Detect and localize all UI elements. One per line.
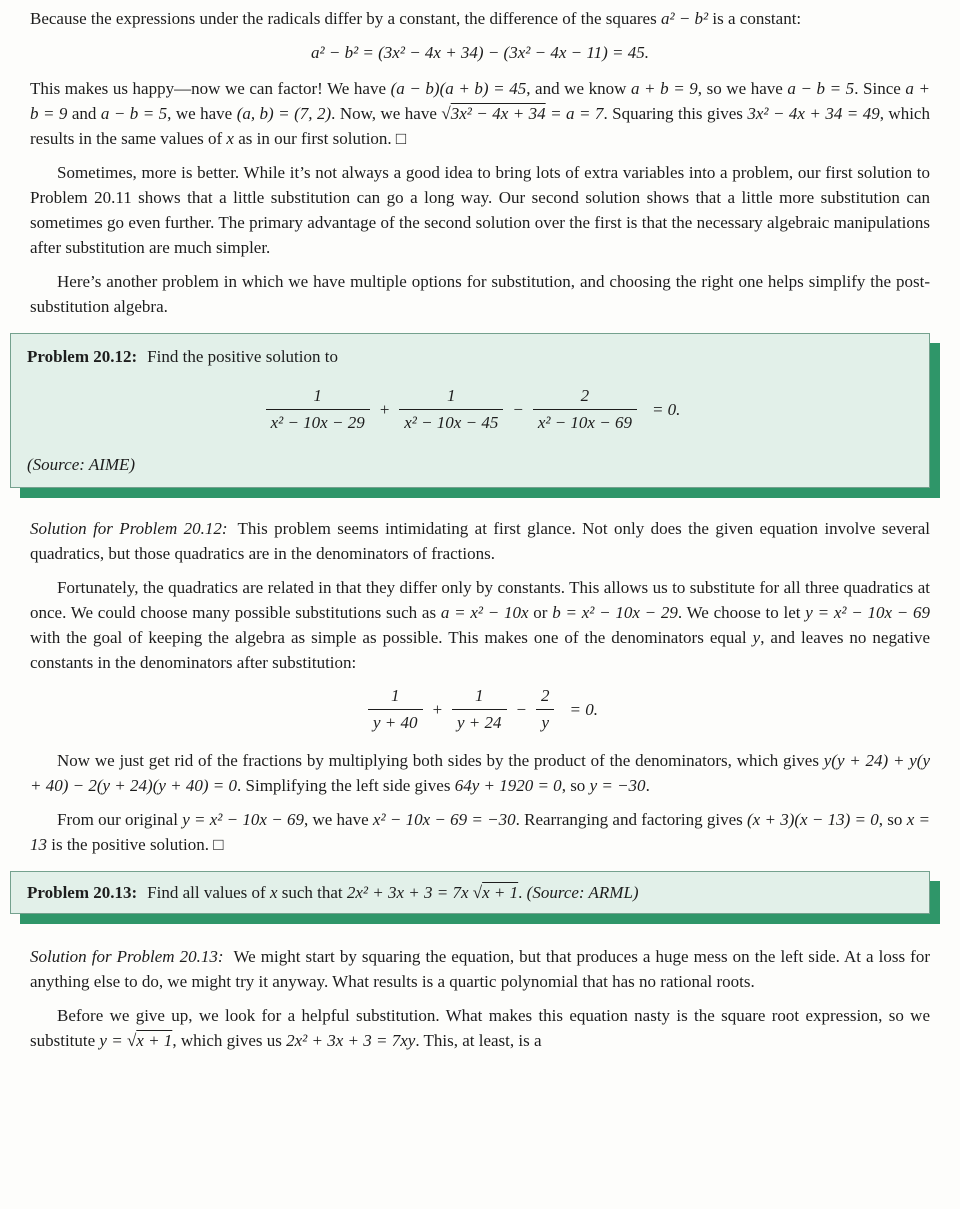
text-segment: such that [277,883,347,902]
paragraph-from-original-y [30,807,930,857]
problem-20-12-label: Problem 20.12: [27,347,138,366]
fraction-1-numerator: 1 [313,386,322,405]
text-segment: Now we just get rid of the fractions by multiplying both sides by the product of the denominators, which gives [57,751,824,770]
text-segment: a + b = 9 [30,79,930,123]
fraction-2-numerator: 1 [447,386,456,405]
text-segment: , we have [303,810,373,829]
text-segment: x = 13 [30,810,930,854]
text-segment: . We choose to let [677,603,806,622]
fraction-2-denominator: x² − 10x − 45 [399,409,503,435]
text-segment: 64y + 1920 = 0 [454,776,562,795]
fraction-y40-denominator: y + 40 [368,709,423,735]
fraction-y-denominator: y [536,709,554,735]
text-segment: . Since [854,79,906,98]
text-segment: Solution for Problem 20.12: [30,519,228,538]
text-segment: y [752,628,761,647]
text-segment: y = x² − 10x − 69 [182,810,304,829]
fraction-y24 [452,684,507,735]
text-segment: y = x² − 10x − 69 [805,603,931,622]
problem-20-12-source: (Source: AIME) [27,455,136,474]
text-segment: , and we know [526,79,631,98]
equation-rhs: = 0. [569,700,598,719]
radical-expression: x + 1 [482,883,519,902]
text-segment: This makes us happy—now we can factor! We have [30,79,391,98]
paragraph-fortunately-substitute [30,575,930,675]
text-segment: Problem 20.13: [27,883,138,902]
radical-expression: 3x² − 4x + 34 [450,104,546,123]
text-segment: Solution for Problem 20.13: [30,947,224,966]
problem-20-12-intro: Find the positive solution to [147,347,338,366]
text-segment: and [67,104,101,123]
text-segment: (a − b)(a + b) = 45 [390,79,527,98]
text-segment: is a constant: [708,9,802,28]
text-segment: , which results in the same values of [30,104,930,148]
text-segment: . Rearranging and factoring gives [515,810,748,829]
fraction-1-denominator: x² − 10x − 29 [266,409,370,435]
text-segment: . This, at least, is a [415,1031,542,1050]
radical-expression: x + 1 [136,1031,173,1050]
minus-operator: − [512,400,524,419]
equation-problem-20-12 [27,384,913,435]
text-segment: Before we give up, we look for a helpful substitution. What makes this equation nasty is the square root expression, so we substitute [30,1006,930,1050]
text-segment: . [645,776,650,795]
text-segment: 3x² − 4x + 34 = 49 [747,104,880,123]
text-segment: , which gives us [172,1031,287,1050]
text-segment: . [518,883,527,902]
fraction-3-denominator: x² − 10x − 69 [533,409,637,435]
fraction-1 [266,384,370,435]
text-segment: Because the expressions under the radicals differ by a constant, the difference of the squares [30,9,661,28]
text-segment: or [528,603,553,622]
text-segment: . Simplifying the left side gives [237,776,455,795]
text-segment: (a, b) = (7, 2) [236,104,332,123]
text-segment: √ [472,883,483,902]
text-segment: . Now, we have [331,104,442,123]
text-segment: , we have [167,104,237,123]
plus-operator: + [378,400,391,419]
problem-20-13-statement [27,880,913,905]
text-segment: with the goal of keeping the algebra as simple as possible. This makes one of the denominators equal [30,628,753,647]
fraction-3-numerator: 2 [580,386,590,405]
text-segment: , so we have [697,79,788,98]
paragraph-solution-20-12-intro [30,516,930,566]
text-segment: From our original [57,810,183,829]
fraction-y40-numerator: 1 [391,686,400,705]
text-segment: a + b = 9 [630,79,698,98]
text-segment: a² − b² [660,9,709,28]
text-segment: is the positive solution. □ [47,835,224,854]
paragraph-radicals-constant [30,6,930,31]
text-segment: x [226,129,234,148]
text-segment: √ [441,104,451,123]
text-segment: a − b = 5 [100,104,168,123]
text-segment: as in our first solution. □ [233,129,407,148]
text-segment: We might start by squaring the equation, but that produces a huge mess on the left side. At a loss for anything else to do, we might try it anyway. What results is a quartic polynomial that has no rational roots. [30,947,930,991]
text-segment: a = x² − 10x [440,603,529,622]
text-segment: y(y + 24) + y(y + 40) − 2(y + 24)(y + 40) = 0 [30,751,931,795]
text-segment: x² − 10x − 69 = −30 [372,810,516,829]
paragraph-solution-20-13-intro [30,944,930,994]
equation-rhs: = 0. [651,400,681,419]
text-segment: = a = 7 [545,104,604,123]
text-segment: x [269,883,278,902]
paragraph-factor-solution [30,76,930,151]
text-segment: b = x² − 10x − 29 [552,603,678,622]
text-segment: , and leaves no negative constants in the denominators after substitution: [30,628,930,672]
text-segment: Fortunately, the quadratics are related in that they differ only by constants. This allows us to substitute for all three quadratics at once. We could choose many possible substitutions such as [30,578,930,622]
text-segment: 2x² + 3x + 3 = 7xy [286,1031,416,1050]
problem-20-12-heading [27,344,913,369]
paragraph-sometimes-more-is-better: Sometimes, more is better. While it’s not always a good idea to bring lots of extra variables into a problem, our first solution to Problem 20.11 shows that a little substitution can go a long way. Our second solution shows that a little more substitution can sometimes go even further. The primary advantage of the second solution over the first is that the necessary algebraic manipulations after substitution are much simpler. [30,163,930,257]
text-segment: y = √ [99,1031,137,1050]
fraction-2 [399,384,503,435]
paragraph-clear-fractions [30,748,930,798]
text-segment: Find all values of [147,883,270,902]
text-segment: , so [561,776,590,795]
fraction-y24-numerator: 1 [475,686,484,705]
text-segment: 2x² + 3x + 3 = 7x [346,883,473,902]
equation-substituted-fractions [30,684,930,735]
fraction-y24-denominator: y + 24 [452,709,507,735]
fraction-3 [533,384,637,435]
text-segment: . Squaring this gives [603,104,748,123]
fraction-y-numerator: 2 [541,686,550,705]
fraction-y [536,684,555,735]
equation-difference-of-squares: a² − b² = (3x² − 4x + 34) − (3x² − 4x − 11) = 45. [311,43,649,62]
text-segment: y = −30 [589,776,646,795]
paragraph-before-we-give-up [30,1003,930,1053]
minus-operator: − [515,700,528,719]
paragraph-heres-another-problem: Here’s another problem in which we have multiple options for substitution, and choosing the right one helps simplify the post-substitution algebra. [30,272,930,316]
problem-box-20-12 [10,333,930,488]
text-segment: This problem seems intimidating at first glance. Not only does the given equation involve several quadratics, but those quadratics are in the denominators of fractions. [30,519,930,563]
text-segment: (Source: ARML) [526,883,639,902]
text-segment: (x + 3)(x − 13) = 0 [747,810,879,829]
problem-box-20-13 [10,871,930,914]
fraction-y40 [368,684,423,735]
plus-operator: + [431,700,443,719]
text-segment: a − b = 5 [787,79,855,98]
text-segment: , so [878,810,907,829]
